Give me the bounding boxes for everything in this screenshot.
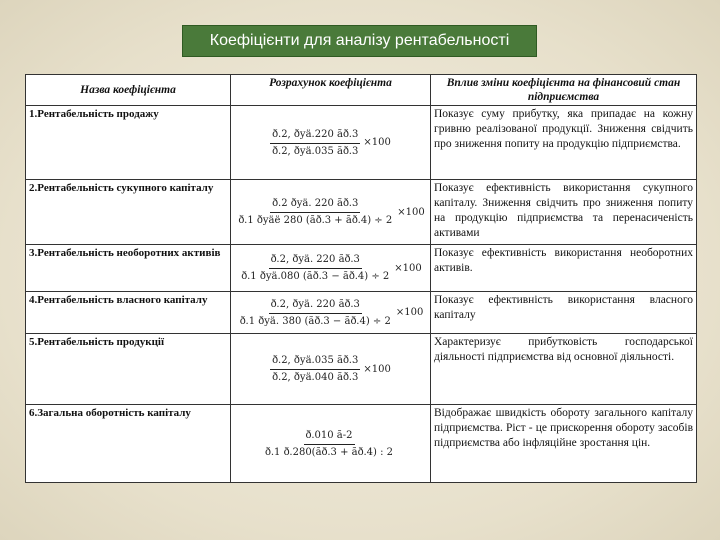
row-formula: [231, 334, 431, 405]
row-name: 6.Загальна оборотність капіталу: [26, 405, 231, 483]
row-effect: Показує ефективність використання сукупного капіталу. Зниження свідчить про зниження попиту на продукцію підприємства та перенасиченість активами: [431, 180, 697, 245]
formula-multiplier: ×100: [395, 307, 424, 318]
row-formula: [231, 292, 431, 334]
row-formula: [231, 106, 431, 180]
formula-fraction: [239, 253, 421, 284]
formula-fraction: [270, 128, 391, 159]
table-row: [26, 245, 697, 292]
formula-fraction: [263, 429, 398, 460]
row-formula: [231, 405, 431, 483]
row-effect: Показує суму прибутку, яка припадає на кожну гривню реалізованої продукції. Зниження свідчить про зниження попиту на продукцію підприємства.: [431, 106, 697, 180]
table-row: [26, 334, 697, 405]
formula-denominator: ð.2, ðyä.035 ãð.3: [272, 145, 359, 157]
formula-multiplier: ×100: [394, 262, 422, 274]
formula-numerator: ð.2 ðyä. 220 ãð.3: [270, 197, 360, 213]
page-title: Коефіцієнти для аналізу рентабельності: [182, 25, 537, 57]
row-effect: Відображає швидкість обороту загального капіталу підприємства. Ріст - це прискорення обороту засобів підприємства або інфляційне зростання цін.: [431, 405, 697, 483]
formula-numerator: ð.2, ðyä. 220 ãð.3: [269, 253, 362, 269]
formula-fraction: [236, 197, 424, 228]
header-formula: Розрахунок коефіцієнта: [231, 75, 431, 106]
formula-numerator: ð.2, ðyä.035 ãð.3: [270, 354, 360, 370]
row-name: 4.Рентабельність власного капіталу: [26, 292, 231, 334]
row-name: 5.Рентабельність продукції: [26, 334, 231, 405]
row-name: 2.Рентабельність сукупного капіталу: [26, 180, 231, 245]
table-row: [26, 405, 697, 483]
formula-numerator: ð.2, ðyä.220 ãð.3: [270, 128, 360, 144]
formula-denominator: ð.1 ðyä. 380 (ãð.3 − ãð.4) ÷ 2: [239, 315, 391, 327]
formula-multiplier: ×100: [363, 363, 391, 375]
row-effect: Показує ефективність використання власного капіталу: [431, 292, 697, 334]
table-row: [26, 106, 697, 180]
table-header-row: [26, 75, 697, 106]
row-effect: Характеризує прибутковість господарської діяльності підприємства від основної діяльності.: [431, 334, 697, 405]
formula-multiplier: ×100: [363, 137, 391, 148]
formula-denominator: ð.2, ðyä.040 ãð.3: [272, 372, 359, 383]
table-row: [26, 180, 697, 245]
formula-denominator: ð.1 ðyäë 280 (ãð.3 + ãð.4) ÷ 2: [238, 215, 393, 226]
row-effect: Показує ефективність використання необоротних активів.: [431, 245, 697, 292]
row-name: 3.Рентабельність необоротних активів: [26, 245, 231, 292]
formula-fraction: [238, 298, 424, 329]
row-name: 1.Рентабельність продажу: [26, 106, 231, 180]
formula-fraction: [270, 354, 391, 385]
row-formula: [231, 245, 431, 292]
header-effect: Вплив зміни коефіцієнта на фінансовий стан підприємства: [431, 75, 697, 106]
formula-denominator: ð.1 ðyä.080 (ãð.3 − ãð.4) ÷ 2: [241, 271, 390, 282]
formula-multiplier: ×100: [397, 206, 425, 218]
formula-denominator: ð.1 ð.280(ãð.3 + ãð.4) : 2: [265, 446, 393, 458]
header-name: Назва коефіцієнта: [26, 75, 231, 106]
row-formula: [231, 180, 431, 245]
table-row: [26, 292, 697, 334]
formula-numerator: ð.010 ã-2: [304, 429, 355, 445]
formula-numerator: ð.2, ðyä. 220 ãð.3: [269, 298, 362, 314]
coefficients-table: [25, 74, 697, 483]
